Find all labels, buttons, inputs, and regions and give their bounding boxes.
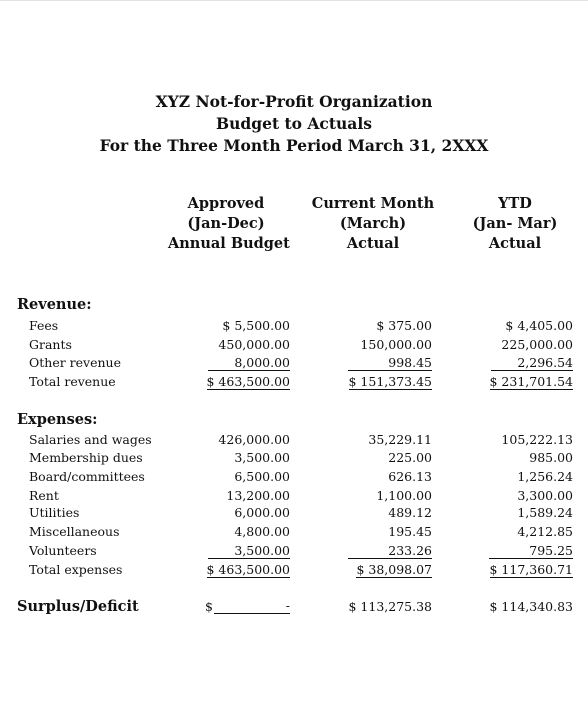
column-header-line: Actual bbox=[346, 235, 400, 252]
budget-cell bbox=[180, 561, 290, 579]
row-label: Salaries and wages bbox=[29, 432, 152, 447]
ytd-cell: 4,212.85 bbox=[517, 524, 573, 539]
row-label: Total expenses bbox=[29, 562, 123, 577]
expenses-heading: Expenses: bbox=[17, 411, 98, 428]
budget-cell: 6,000.00 bbox=[234, 505, 290, 520]
row-label: Membership dues bbox=[29, 450, 143, 465]
column-header-line: Actual bbox=[488, 235, 542, 252]
budget-cell: $ 5,500.00 bbox=[222, 318, 290, 333]
table-row bbox=[0, 336, 588, 354]
month-value: $ 151,373.45 bbox=[348, 374, 432, 389]
budget-cell bbox=[180, 354, 290, 372]
column-header-approved-budget bbox=[168, 194, 290, 254]
row-label: Rent bbox=[29, 488, 59, 503]
row-label: Other revenue bbox=[29, 355, 121, 370]
month-cell: $ 375.00 bbox=[376, 318, 432, 333]
month-value: 998.45 bbox=[348, 355, 432, 371]
ytd-value: 2,296.54 bbox=[491, 355, 573, 371]
budget-value: $ 463,500.00 bbox=[206, 374, 290, 389]
row-label: Total revenue bbox=[29, 374, 116, 389]
ytd-cell: 105,222.13 bbox=[501, 432, 573, 447]
table-row bbox=[0, 449, 588, 467]
month-cell: 626.13 bbox=[388, 469, 432, 484]
organization-name: XYZ Not-for-Profit Organization bbox=[155, 92, 433, 111]
ytd-cell: $ 114,340.83 bbox=[489, 599, 573, 614]
table-row bbox=[0, 504, 588, 522]
row-label: Miscellaneous bbox=[29, 524, 120, 539]
month-cell bbox=[322, 561, 432, 579]
ytd-cell bbox=[463, 542, 573, 560]
table-row bbox=[0, 354, 588, 372]
month-cell: 489.12 bbox=[388, 505, 432, 520]
budget-cell: 450,000.00 bbox=[218, 337, 290, 352]
ytd-value: $ 231,701.54 bbox=[489, 374, 573, 389]
month-cell: 35,229.11 bbox=[368, 432, 432, 447]
row-label: Grants bbox=[29, 337, 72, 352]
row-label: Utilities bbox=[29, 505, 80, 520]
month-cell: 150,000.00 bbox=[360, 337, 432, 352]
column-header-line: (Jan- Mar) bbox=[472, 215, 558, 232]
row-label: Volunteers bbox=[29, 543, 97, 558]
ytd-cell: 985.00 bbox=[529, 450, 573, 465]
surplus-budget-value: - bbox=[214, 598, 290, 614]
month-cell bbox=[322, 373, 432, 391]
column-header-ytd bbox=[470, 194, 560, 254]
report-period: For the Three Month Period March 31, 2XXX bbox=[99, 136, 489, 155]
budget-value: 8,000.00 bbox=[208, 355, 290, 371]
column-header-line: YTD bbox=[498, 195, 532, 212]
row-label: Board/committees bbox=[29, 469, 145, 484]
ytd-value: 795.25 bbox=[489, 543, 573, 559]
ytd-cell: 1,256.24 bbox=[517, 469, 573, 484]
surplus-deficit-label: Surplus/Deficit bbox=[17, 598, 139, 615]
month-cell: 225.00 bbox=[388, 450, 432, 465]
ytd-cell: 225,000.00 bbox=[501, 337, 573, 352]
month-value: $ 38,098.07 bbox=[356, 562, 432, 577]
table-row bbox=[0, 317, 588, 335]
budget-cell: 13,200.00 bbox=[226, 488, 290, 503]
month-value: 233.26 bbox=[348, 543, 432, 559]
table-row-surplus bbox=[0, 598, 588, 616]
table-row bbox=[0, 487, 588, 505]
budget-cell: 426,000.00 bbox=[218, 432, 290, 447]
column-header-line: (Jan-Dec) bbox=[187, 215, 265, 232]
row-label: Fees bbox=[29, 318, 59, 333]
column-header-line: Current Month bbox=[311, 195, 435, 212]
budget-cell: 6,500.00 bbox=[234, 469, 290, 484]
table-row bbox=[0, 431, 588, 449]
table-row-total bbox=[0, 561, 588, 579]
budget-cell: 3,500.00 bbox=[234, 450, 290, 465]
column-header-line: Annual Budget bbox=[168, 235, 290, 252]
month-cell: 1,100.00 bbox=[376, 488, 432, 503]
column-header-line: Approved bbox=[187, 195, 265, 212]
month-cell bbox=[322, 354, 432, 372]
ytd-cell: 1,589.24 bbox=[517, 505, 573, 520]
ytd-cell bbox=[463, 561, 573, 579]
column-header-current-month bbox=[310, 194, 436, 254]
document-title-block bbox=[0, 91, 588, 157]
budget-value: 3,500.00 bbox=[208, 543, 290, 559]
ytd-cell bbox=[463, 373, 573, 391]
month-cell bbox=[322, 542, 432, 560]
table-row bbox=[0, 542, 588, 560]
ytd-cell: 3,300.00 bbox=[517, 488, 573, 503]
budget-cell: 4,800.00 bbox=[234, 524, 290, 539]
table-row-total bbox=[0, 373, 588, 391]
ytd-value: $ 117,360.71 bbox=[489, 562, 573, 577]
report-subtitle: Budget to Actuals bbox=[216, 114, 372, 133]
budget-cell bbox=[180, 542, 290, 560]
month-cell: $ 113,275.38 bbox=[348, 599, 432, 614]
table-row bbox=[0, 523, 588, 541]
ytd-cell bbox=[463, 354, 573, 372]
column-header-line: (March) bbox=[339, 215, 407, 232]
month-cell: 195.45 bbox=[388, 524, 432, 539]
surplus-budget-symbol: $ bbox=[205, 599, 213, 614]
ytd-cell: $ 4,405.00 bbox=[505, 318, 573, 333]
budget-cell bbox=[180, 373, 290, 391]
table-row bbox=[0, 468, 588, 486]
budget-value: $ 463,500.00 bbox=[206, 562, 290, 577]
revenue-heading: Revenue: bbox=[17, 296, 92, 313]
